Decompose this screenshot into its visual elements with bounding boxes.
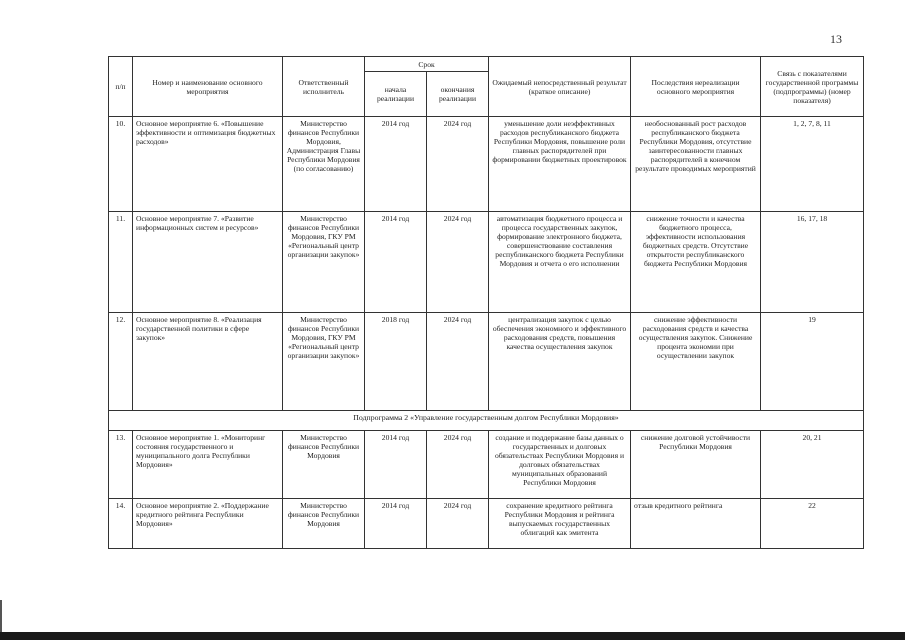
row-result: сохранение кредитного рейтинга Республики Мордовия и рейтинга выпускаемых государственных облигаций как эмитента bbox=[489, 498, 631, 548]
row-link: 16, 17, 18 bbox=[761, 212, 864, 312]
row-start: 2014 год bbox=[365, 117, 427, 212]
scan-edge-bottom bbox=[0, 632, 905, 640]
row-num: 14. bbox=[109, 498, 133, 548]
row-end: 2024 год bbox=[427, 117, 489, 212]
header-end: окончания реализации bbox=[427, 72, 489, 117]
page-number: 13 bbox=[830, 32, 842, 46]
row-start: 2014 год bbox=[365, 431, 427, 498]
table-row bbox=[109, 117, 864, 212]
row-link: 1, 2, 7, 8, 11 bbox=[761, 117, 864, 212]
row-executor: Министерство финансов Республики Мордовия bbox=[283, 498, 365, 548]
row-executor: Министерство финансов Республики Мордовия, Администрация Главы Республики Мордовия (по согласованию) bbox=[283, 117, 365, 212]
row-end: 2024 год bbox=[427, 312, 489, 410]
row-link: 22 bbox=[761, 498, 864, 548]
row-consequences: необоснованный рост расходов республиканского бюджета Республики Мордовия, отсутствие заинтересованности главных распорядителей в конечном результате проводимых мероприятий bbox=[631, 117, 761, 212]
row-consequences: снижение долговой устойчивости Республики Мордовия bbox=[631, 431, 761, 498]
table-row bbox=[109, 312, 864, 410]
row-num: 13. bbox=[109, 431, 133, 498]
header-name: Номер и наименование основного мероприятия bbox=[133, 57, 283, 117]
row-num: 11. bbox=[109, 212, 133, 312]
row-link: 20, 21 bbox=[761, 431, 864, 498]
row-result: автоматизация бюджетного процесса и процесса государственных закупок, формирование электронного бюджета, совершенствование составления республиканского бюджета Республики Мордовия и отчета о его исполнении bbox=[489, 212, 631, 312]
table-row bbox=[109, 431, 864, 498]
row-executor: Министерство финансов Республики Мордовия, ГКУ РМ «Региональный центр организации закупок» bbox=[283, 212, 365, 312]
row-result: создание и поддержание базы данных о государственных и долговых обязательствах Республики Мордовия и долговых обязательствах муниципальных образований Республики Мордовия bbox=[489, 431, 631, 498]
row-consequences: снижение эффективности расходования средств и качества осуществления закупок. Снижение процента экономии при осуществлении закупок bbox=[631, 312, 761, 410]
row-consequences: снижение точности и качества бюджетного процесса, эффективности использования бюджетных средств. Отсутствие открытости республиканского бюджета Республики Мордовия bbox=[631, 212, 761, 312]
row-result: централизация закупок с целью обеспечения экономного и эффективного расходования средств, повышения качества осуществления закупок bbox=[489, 312, 631, 410]
row-name: Основное мероприятие 8. «Реализация государственной политики в сфере закупок» bbox=[133, 312, 283, 410]
header-consequences: Последствия нереализации основного мероприятия bbox=[631, 57, 761, 117]
row-name: Основное мероприятие 6. «Повышение эффективности и оптимизация бюджетных расходов» bbox=[133, 117, 283, 212]
row-name: Основное мероприятие 2. «Поддержание кредитного рейтинга Республики Мордовия» bbox=[133, 498, 283, 548]
header-result: Ожидаемый непосредственный результат (краткое описание) bbox=[489, 57, 631, 117]
header-start: начала реализации bbox=[365, 72, 427, 117]
row-end: 2024 год bbox=[427, 212, 489, 312]
row-end: 2024 год bbox=[427, 431, 489, 498]
subprogram-row bbox=[109, 411, 864, 431]
header-term: Срок bbox=[365, 57, 489, 72]
row-executor: Министерство финансов Республики Мордовия bbox=[283, 431, 365, 498]
row-link: 19 bbox=[761, 312, 864, 410]
table-row bbox=[109, 498, 864, 548]
header-link: Связь с показателями государственной программы (подпрограммы) (номер показателя) bbox=[761, 57, 864, 117]
row-start: 2014 год bbox=[365, 498, 427, 548]
header-num: п/п bbox=[109, 57, 133, 117]
row-num: 10. bbox=[109, 117, 133, 212]
row-name: Основное мероприятие 1. «Мониторинг состояния государственного и муниципального долга Республики Мордовия» bbox=[133, 431, 283, 498]
subprogram-title: Подпрограмма 2 «Управление государственным долгом Республики Мордовия» bbox=[109, 411, 864, 431]
row-start: 2018 год bbox=[365, 312, 427, 410]
row-executor: Министерство финансов Республики Мордовия, ГКУ РМ «Региональный центр организации закупок» bbox=[283, 312, 365, 410]
row-num: 12. bbox=[109, 312, 133, 410]
measures-table bbox=[108, 56, 864, 549]
row-consequences: отзыв кредитного рейтинга bbox=[631, 498, 761, 548]
row-end: 2024 год bbox=[427, 498, 489, 548]
table-row bbox=[109, 212, 864, 312]
header-executor: Ответственный исполнитель bbox=[283, 57, 365, 117]
row-start: 2014 год bbox=[365, 212, 427, 312]
row-result: уменьшение доли неэффективных расходов республиканского бюджета Республики Мордовия, повышение роли главных распорядителей при формировании бюджетных проектировок bbox=[489, 117, 631, 212]
row-name: Основное мероприятие 7. «Развитие информационных систем и ресурсов» bbox=[133, 212, 283, 312]
